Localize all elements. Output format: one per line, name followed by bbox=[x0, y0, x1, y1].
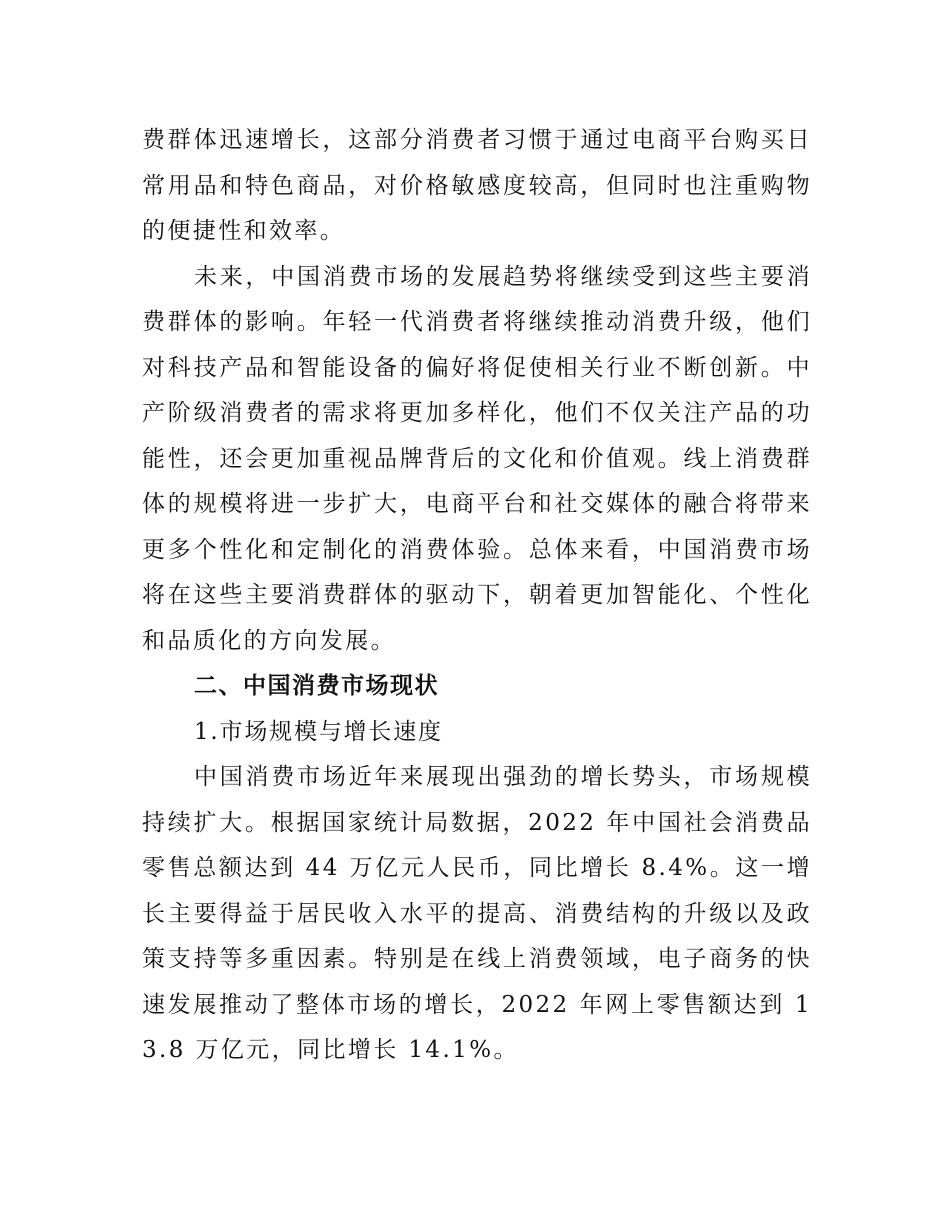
section-heading: 二、中国消费市场现状 bbox=[194, 673, 439, 699]
document-body bbox=[142, 118, 812, 1074]
subsection-heading: 1.市场规模与增长速度 bbox=[194, 718, 443, 745]
paragraph-continuation: 费群体迅速增长，这部分消费者习惯于通过电商平台购买日常用品和特色商品，对价格敏感度较高，但同时也注重购物的便捷性和效率。 bbox=[142, 127, 812, 244]
paragraph-market-size: 中国消费市场近年来展现出强劲的增长势头，市场规模持续扩大。根据国家统计局数据，2022 年中国社会消费品零售总额达到 44 万亿元人民币，同比增长 8.4%。这一增长主要得益于居民收入水平的提高、消费结构的升级以及政策支持等多重因素。特别是在线上消费领域，电子商务的快速发展推动了整体市场的增长，2022 年网上零售额达到 13.8 万亿元，同比增长 14.1%。 bbox=[142, 764, 812, 1063]
paragraph-future-trends: 未来，中国消费市场的发展趋势将继续受到这些主要消费群体的影响。年轻一代消费者将继续推动消费升级，他们对科技产品和智能设备的偏好将促使相关行业不断创新。中产阶级消费者的需求将更加多样化，他们不仅关注产品的功能性，还会更加重视品牌背后的文化和价值观。线上消费群体的规模将进一步扩大，电商平台和社交媒体的融合将带来更多个性化和定制化的消费体验。总体来看，中国消费市场将在这些主要消费群体的驱动下，朝着更加智能化、个性化和品质化的方向发展。 bbox=[142, 263, 812, 654]
